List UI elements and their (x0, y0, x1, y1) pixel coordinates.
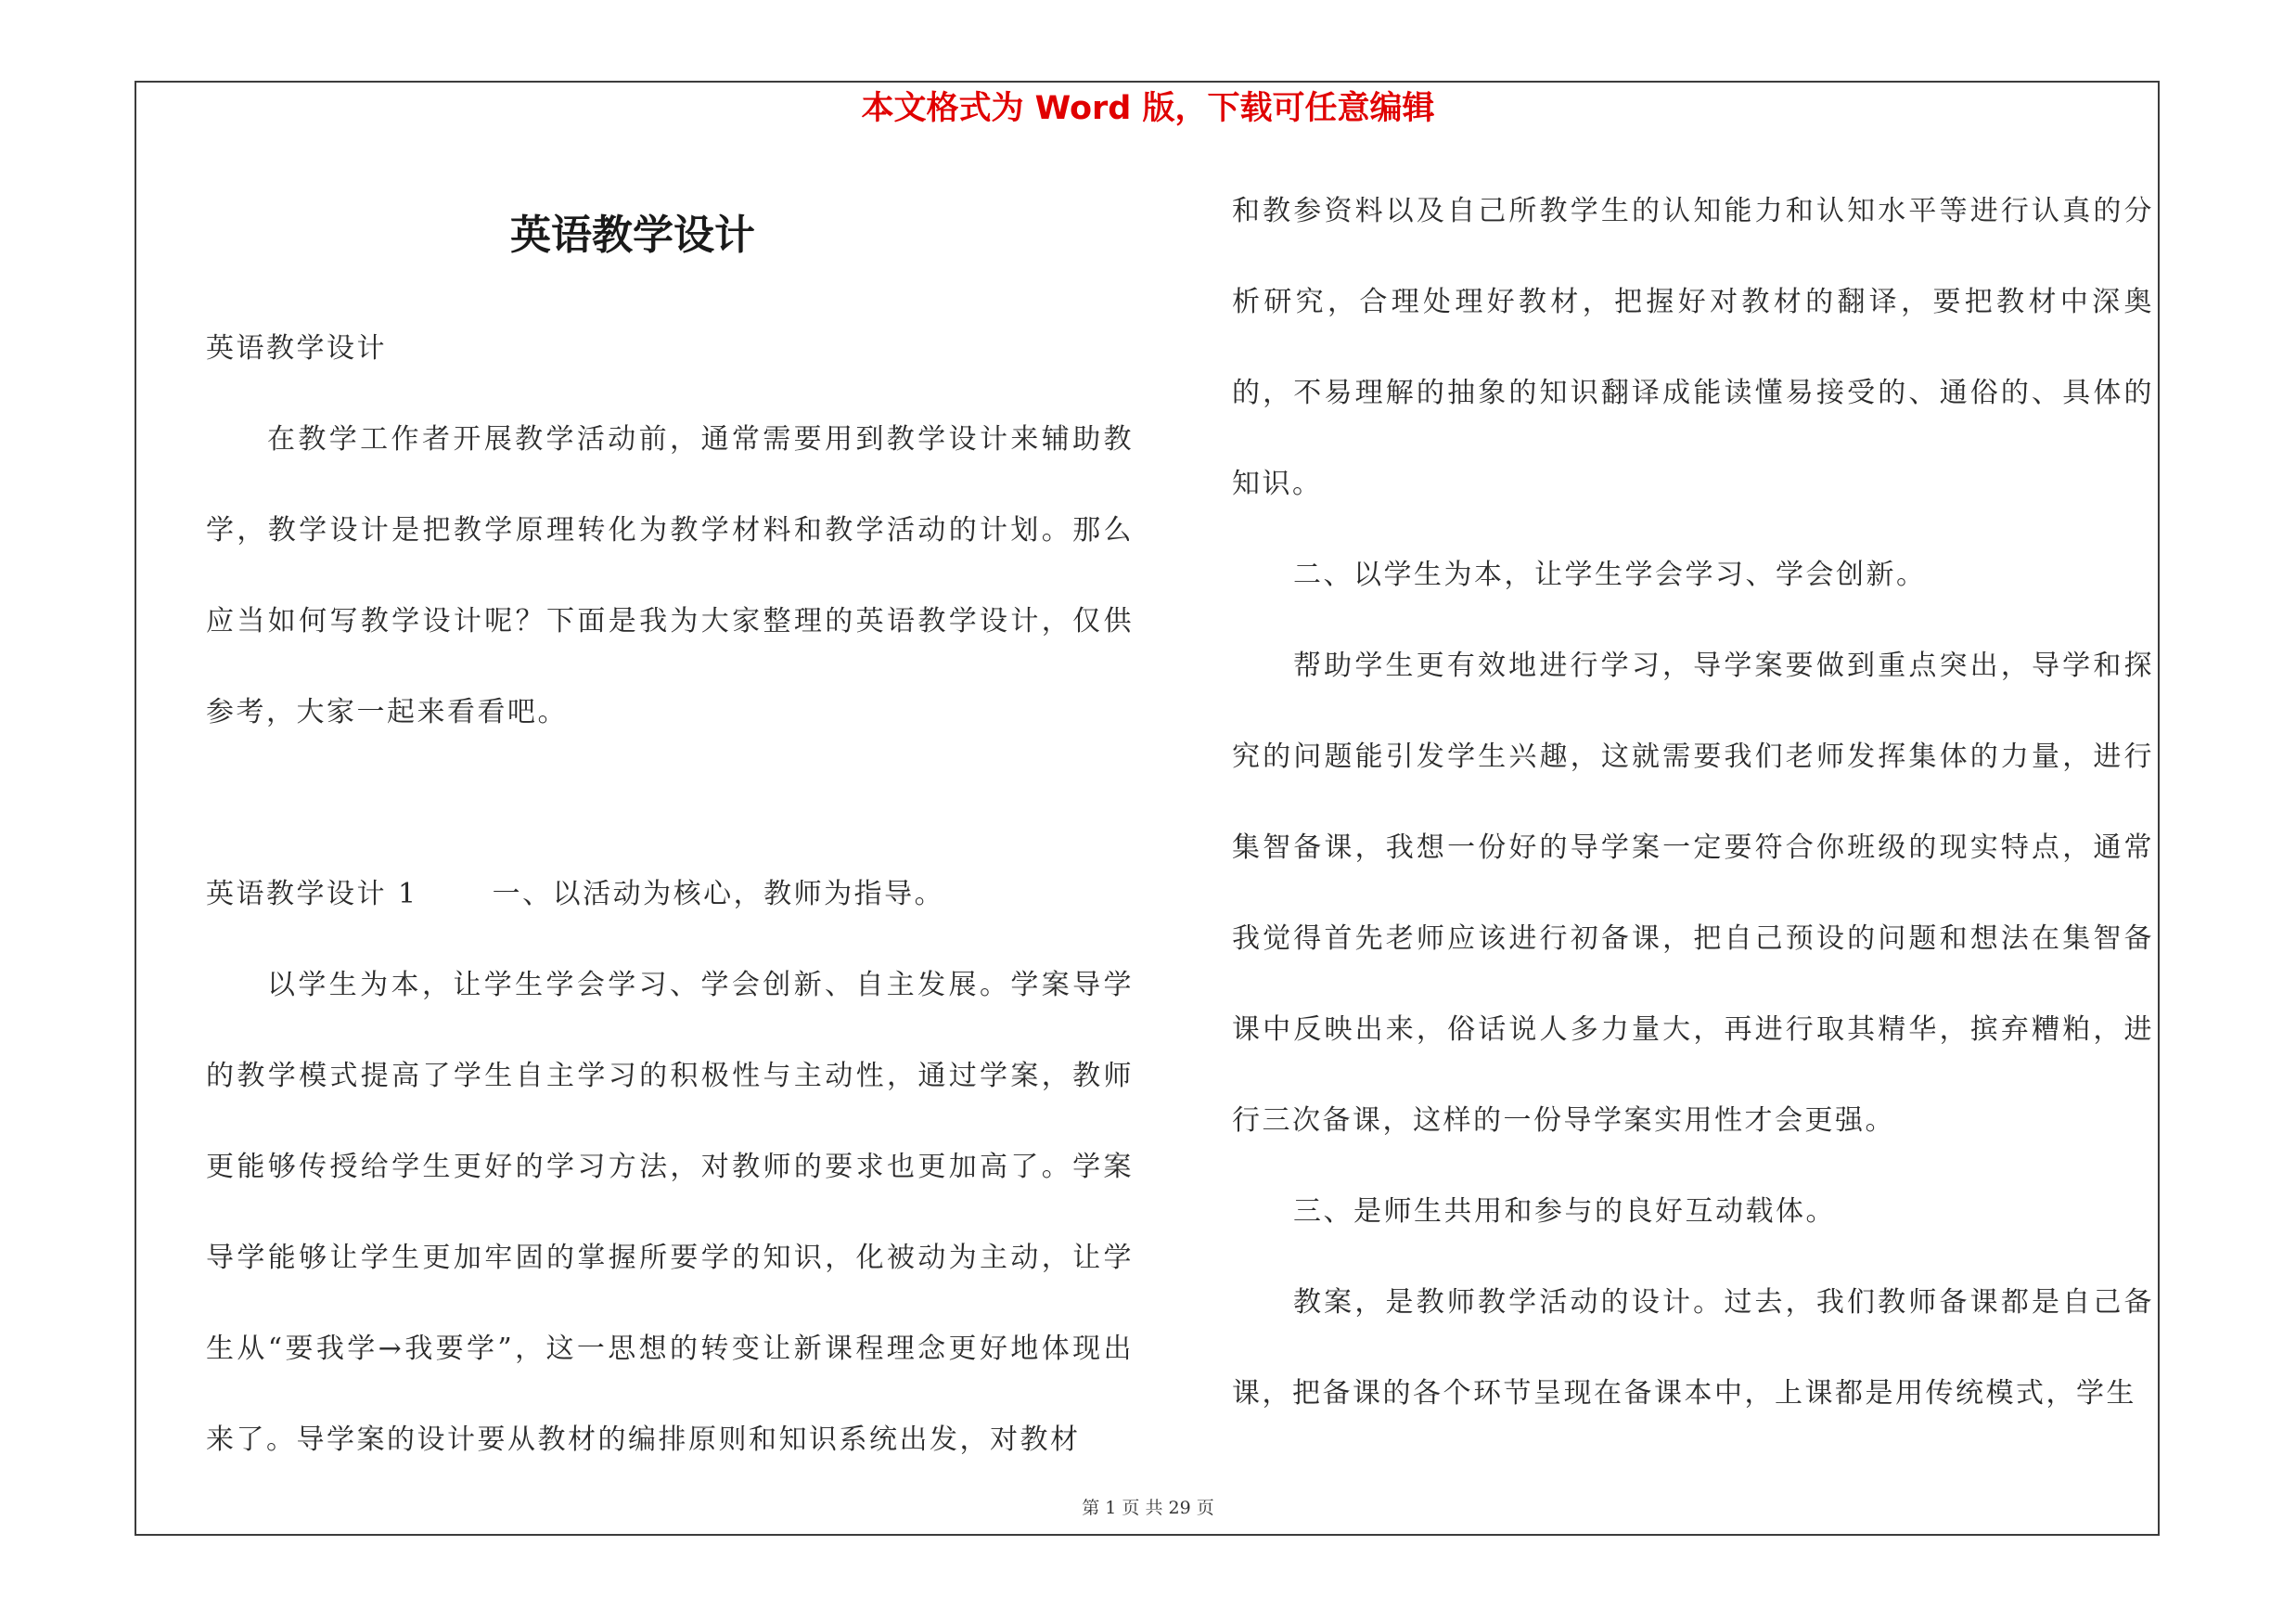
section-line (206, 849, 1134, 940)
right-column (1232, 166, 2154, 1439)
paragraph-two: 帮助学生更有效地进行学习，导学案要做到重点突出，导学和探究的问题能引发学生兴趣，这就需要我们老师发挥集体的力量，进行集智备课，我想一份好的导学案一定要符合你班级的现实特点，通常我觉得首先老师应该进行初备课，把自己预设的问题和想法在集智备课中反映出来，俗话说人多力量大，再进行取其精华，摈弃糟粕，进行三次备课，这样的一份导学案实用性才会更强。 (1232, 650, 2154, 1137)
editable-format-banner: 本文格式为 Word 版，下载可任意编辑 (861, 90, 1435, 127)
subtitle: 英语教学设计 (206, 332, 387, 365)
continuation-paragraph: 和教参资料以及自己所教学生的认知能力和认知水平等进行认真的分析研究，合理处理好教材，把握好对教材的翻译，要把教材中深奥的，不易理解的抽象的知识翻译成能读懂易接受的、通俗的、具体的知识。 (1232, 195, 2154, 500)
left-column (206, 303, 1134, 1486)
section-label: 英语教学设计 1 (206, 878, 418, 910)
footer-suffix: 页 (1196, 1498, 1214, 1518)
heading-two: 二、以学生为本，让学生学会学习、学会创新。 (1293, 559, 1927, 591)
document-title: 英语教学设计 (510, 212, 755, 259)
heading-three: 三、是师生共用和参与的良好互动载体。 (1293, 1195, 1836, 1228)
current-page-number: 1 (1105, 1498, 1117, 1518)
total-pages-number: 29 (1168, 1498, 1191, 1518)
intro-paragraph: 在教学工作者开展教学活动前，通常需要用到教学设计来辅助教学，教学设计是把教学原理转化为教学材料和教学活动的计划。那么应当如何写教学设计呢？下面是我为大家整理的英语教学设计，仅供参考，大家一起来看看吧。 (206, 423, 1134, 728)
body-paragraph: 以学生为本，让学生学会学习、学会创新、自主发展。学案导学的教学模式提高了学生自主学习的积极性与主动性，通过学案，教师更能够传授给学生更好的学习方法，对教师的要求也更加高了。学案导学能够让学生更加牢固的掌握所要学的知识，化被动为主动，让学生从“要我学→我要学”，这一思想的转变让新课程理念更好地体现出来了。导学案的设计要从教材的编排原则和知识系统出发，对教材 (206, 969, 1134, 1456)
paragraph-three: 教案，是教师教学活动的设计。过去，我们教师备课都是自己备课，把备课的各个环节呈现在备课本中，上课都是用传统模式，学生 (1232, 1286, 2154, 1410)
page-footer (0, 1496, 2296, 1520)
blank-line (206, 758, 1134, 849)
section-heading: 一、以活动为核心，教师为指导。 (492, 878, 945, 910)
footer-middle: 页 共 (1122, 1498, 1163, 1518)
footer-prefix: 第 (1082, 1498, 1100, 1518)
